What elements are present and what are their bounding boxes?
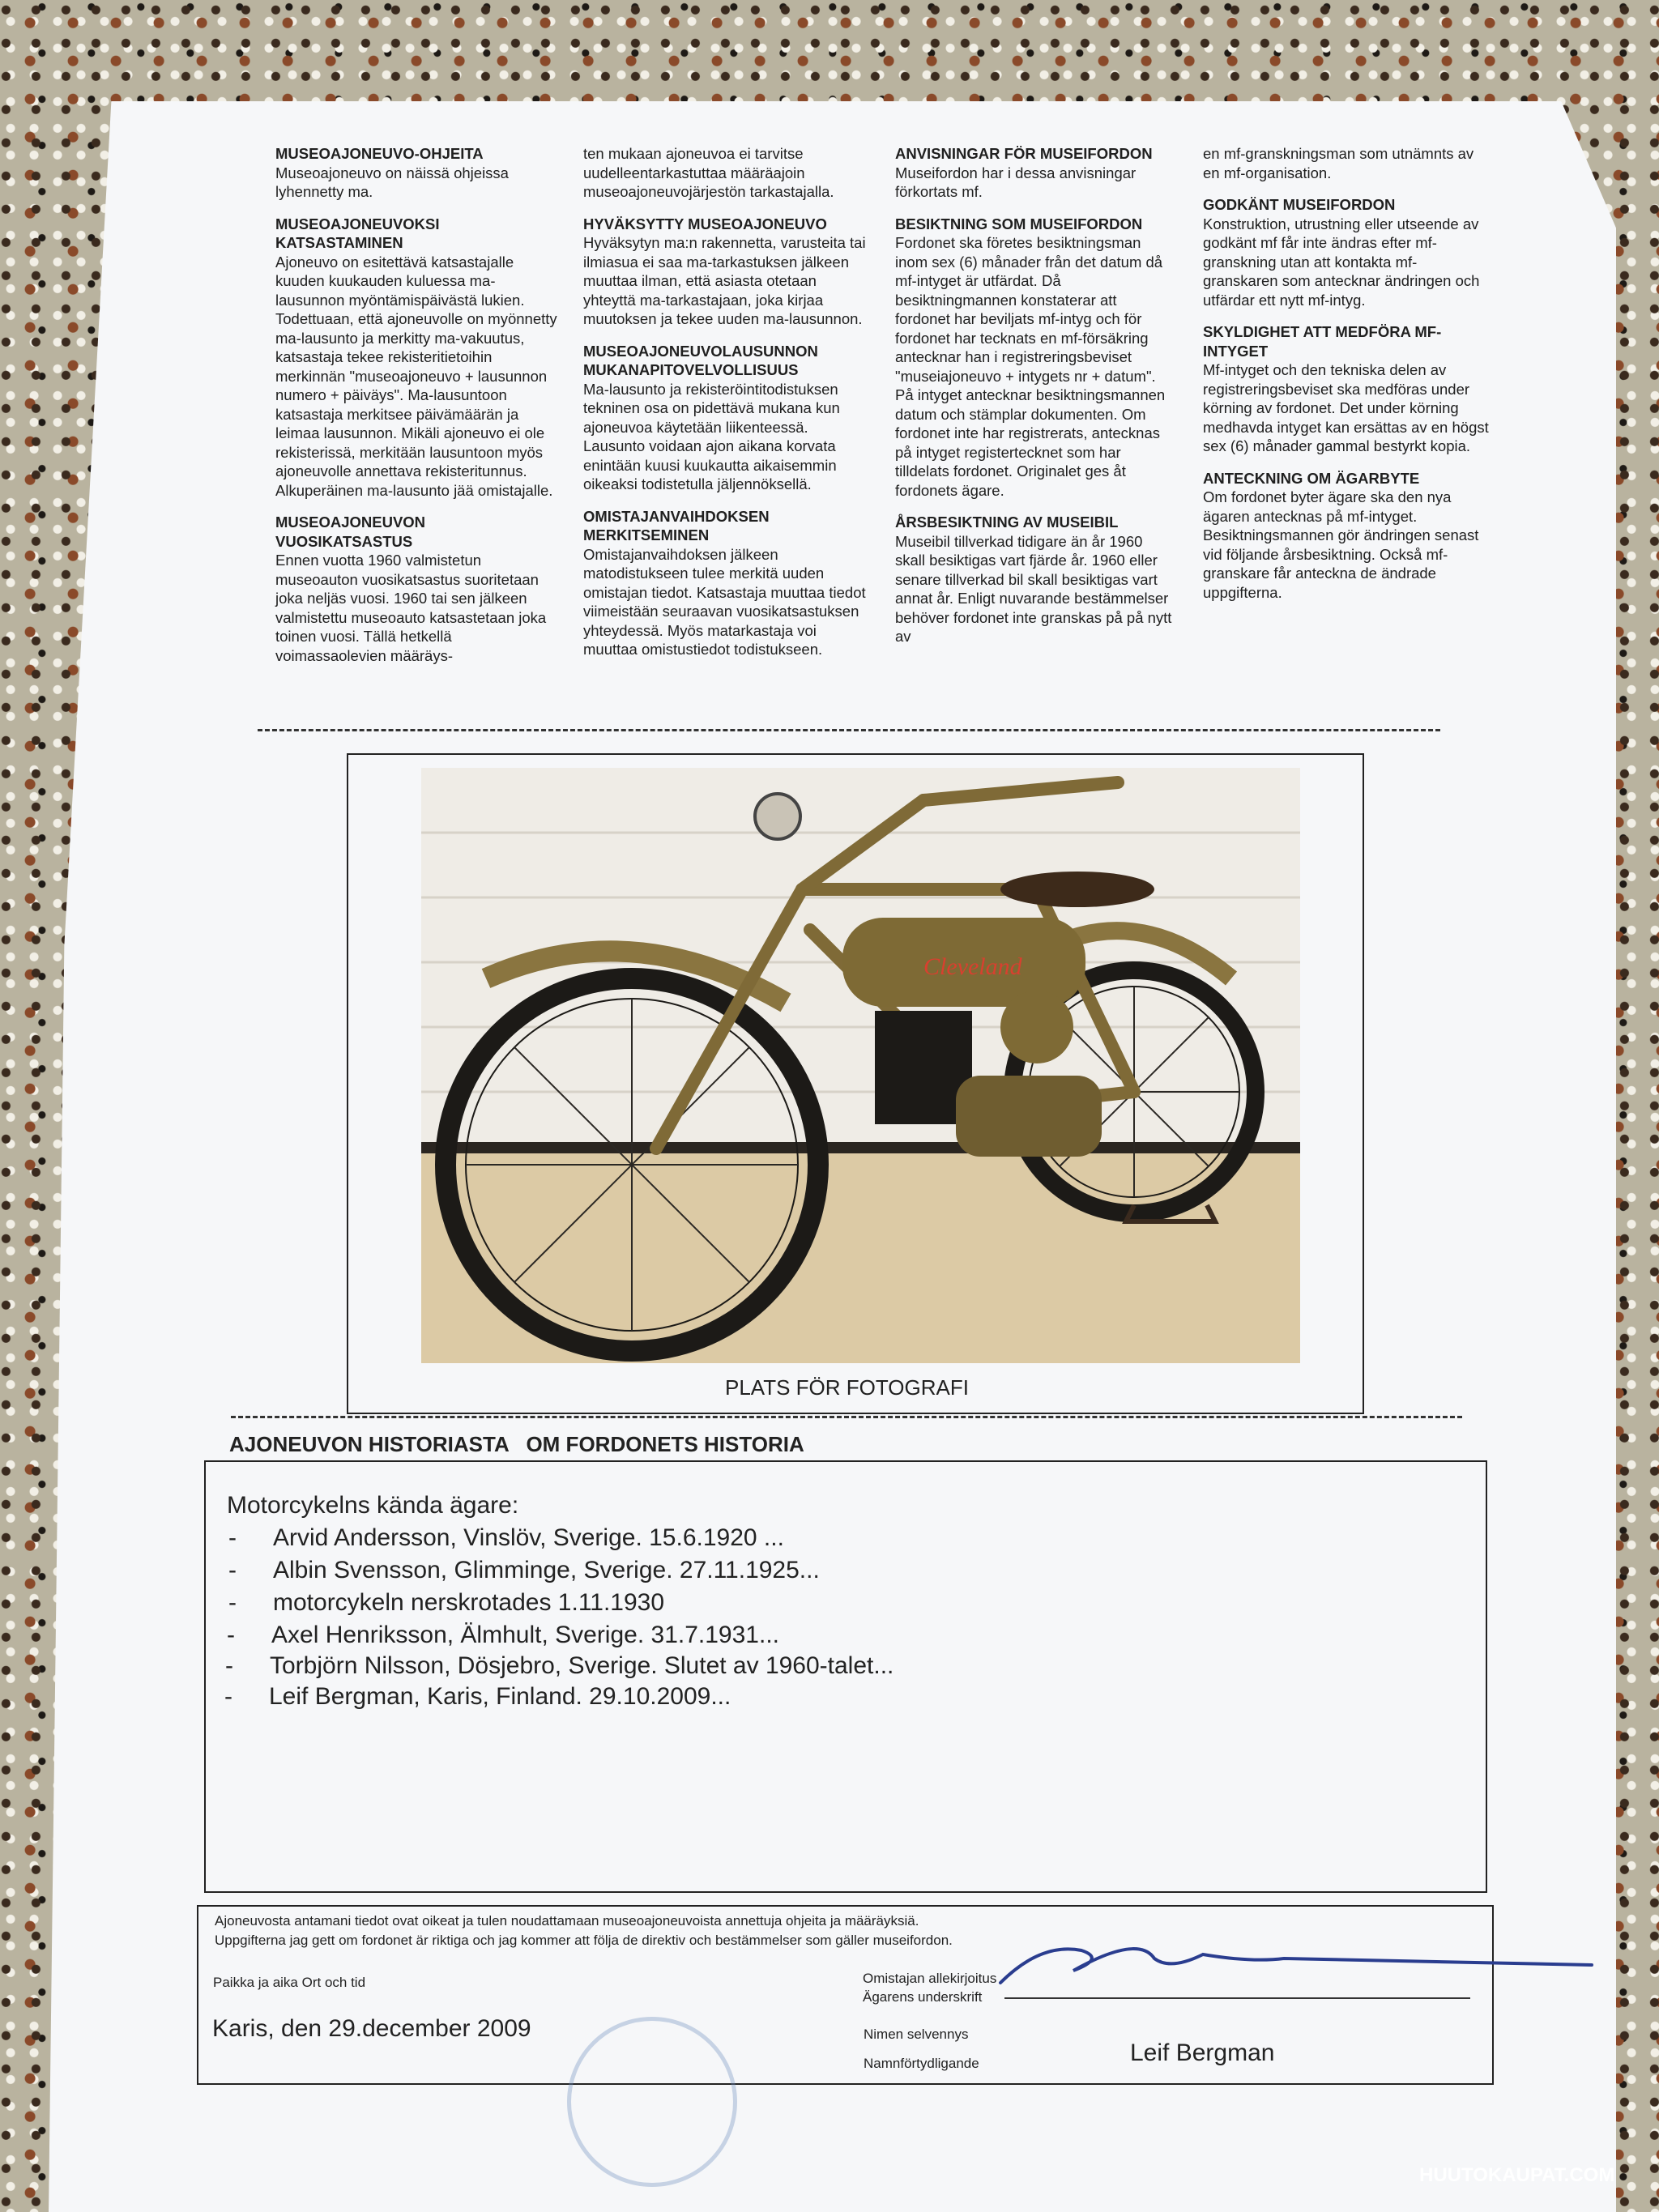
faded-stamp bbox=[567, 2017, 737, 2187]
section-heading: MUSEOAJONEUVO-OHJEITA bbox=[275, 145, 484, 162]
section-heading: MUSEOAJONEUVOKSI KATSASTAMINEN bbox=[275, 215, 440, 251]
owner-item: - Leif Bergman, Karis, Finland. 29.10.2009... bbox=[224, 1683, 731, 1710]
declaration-line-sv: Uppgifterna jag gett om fordonet är riktiga och jag kommer att följa de direktiv och bestämmelser som gäller museifordon. bbox=[215, 1933, 953, 1948]
name-label-sv: Namnförtydligande bbox=[864, 2056, 979, 2071]
section-heading: MUSEOAJONEUVOLAUSUNNON MUKANAPITOVELVOLLISUUS bbox=[583, 342, 818, 378]
section-heading: ANTECKNING OM ÄGARBYTE bbox=[1203, 469, 1420, 487]
section-text: en mf-granskningsman som utnämnts av en mf-organisation. bbox=[1203, 145, 1474, 181]
owner-text: Torbjörn Nilsson, Dösjebro, Sverige. Slutet av 1960-talet... bbox=[270, 1652, 894, 1679]
signature-label-sv: Ägarens underskrift bbox=[863, 1989, 983, 2005]
watermark-logo: HUUTOKAUPAT.COM bbox=[1419, 2164, 1615, 2186]
photo-caption: PLATS FÖR FOTOGRAFI bbox=[725, 1375, 969, 1400]
owner-text: Albin Svensson, Glimminge, Sverige. 27.11.1925... bbox=[273, 1557, 820, 1583]
owner-item: - Albin Svensson, Glimminge, Sverige. 27.11.1925... bbox=[228, 1557, 820, 1583]
owner-text: motorcykeln nerskrotades 1.11.1930 bbox=[273, 1589, 665, 1616]
divider-bottom bbox=[231, 1416, 1462, 1418]
owner-text: Leif Bergman, Karis, Finland. 29.10.2009... bbox=[269, 1683, 731, 1710]
owner-item: - Torbjörn Nilsson, Dösjebro, Sverige. Slutet av 1960-talet... bbox=[225, 1652, 894, 1679]
owner-item: - motorcykeln nerskrotades 1.11.1930 bbox=[228, 1589, 665, 1616]
section-text: Hyväksytyn ma:n rakennetta, varusteita tai ilmiasua ei saa ma-tarkastuksen jälkeen muuttaa ilman, että asiasta otetaan yhteyttä ma-tarkastajaan, joka kirjaa muutoksen ja tekee uuden ma-lausunnon. bbox=[583, 234, 866, 327]
section-text: ten mukaan ajoneuvoa ei tarvitse uudelleentarkastuttaa määräajoin museoajoneuvojärjestön tarkastajalla. bbox=[583, 145, 834, 200]
owner-text: Arvid Andersson, Vinslöv, Sverige. 15.6.1920 ... bbox=[273, 1524, 784, 1551]
signature-label-fi: Omistajan allekirjoitus bbox=[863, 1971, 997, 1986]
instructions-column-3 bbox=[895, 144, 1175, 646]
instructions-column-2 bbox=[583, 144, 871, 659]
section-text: Museoajoneuvo on näissä ohjeissa lyhennetty ma. bbox=[275, 164, 509, 200]
place-value: Karis, den 29.december 2009 bbox=[212, 2015, 531, 2042]
owner-item: - Arvid Andersson, Vinslöv, Sverige. 15.6.1920 ... bbox=[228, 1524, 784, 1551]
section-heading: SKYLDIGHET ATT MEDFÖRA MF-INTYGET bbox=[1203, 323, 1442, 360]
owner-text: Axel Henriksson, Älmhult, Sverige. 31.7.1931... bbox=[271, 1622, 779, 1648]
declaration-line-fi: Ajoneuvosta antamani tiedot ovat oikeat ja tulen noudattamaan museoajoneuvoista annettuja ohjeita ja määräyksiä. bbox=[215, 1913, 919, 1929]
section-text: Fordonet ska företes besiktningsman inom sex (6) månader från det datum då mf-intyget är utfärdat. Då besiktningmannen konstaterar att fordonet har beviljats mf-intyg och för fordonet har tecknats en mf-försäkring antecknar han i registreringsbeviset "museiajoneuvo + intygets nr + datum". På intyget antecknar besiktningsmannen datum och stämplar dokumenten. Om fordonet inte har registrerats, antecknas på intyget registertecknet som har tilldelats fordonet. Originalet ges åt fordonets ägare. bbox=[895, 234, 1166, 499]
section-text: Ajoneuvo on esitettävä katsastajalle kuuden kuukauden kuluessa ma-lausunnon myöntämispäivästä lukien. Todettuaan, että ajoneuvolle on myönnetty ma-lausunto ja merkitty ma-vakuutus, katsastaja tekee rekisteritietoihin merkinnän "museoajoneuvo + lausunnon numero + päiväys". Ma-lausuntoon katsastaja merkitsee päivämäärän ja leimaa lausunnon. Mikäli ajoneuvo ei ole rekisterissä, merkitään lausuntoon myös ajoneuvolle annettava rekisteritunnus. Alkuperäinen ma-lausunto jää omistajalle. bbox=[275, 253, 557, 499]
handwritten-signature bbox=[992, 1926, 1600, 1999]
section-heading: ÅRSBESIKTNING AV MUSEIBIL bbox=[895, 514, 1119, 531]
section-text: Ma-lausunto ja rekisteröintitodistuksen tekninen osa on pidettävä mukana kun ajoneuvoa käytetään liikenteessä. Lausunto voidaan ajon aikana korvata enintään kuusi kuukautta aikaisemmin oikeaksi todistetulla jäljennöksellä. bbox=[583, 380, 840, 492]
instructions-column-4 bbox=[1203, 144, 1491, 602]
section-text: Konstruktion, utrustning eller utseende av godkänt mf får inte ändras efter mf-granskning utan att kontakta mf-granskaren som antecknar ändringen och utfärdar ett nytt mf-intyg. bbox=[1203, 215, 1480, 309]
section-text: Ennen vuotta 1960 valmistetun museoauton vuosikatsastus suoritetaan joka neljäs vuosi. 1960 tai sen jälkeen valmistettu museoauto katsastetaan joka toinen vuosi. Tällä hetkellä voimassaolevien määräys- bbox=[275, 552, 547, 664]
section-heading: OMISTAJANVAIHDOKSEN MERKITSEMINEN bbox=[583, 507, 770, 543]
tank-text: Cleveland bbox=[923, 953, 1022, 980]
history-title: AJONEUVON HISTORIASTA OM FORDONETS HISTORIA bbox=[229, 1432, 804, 1456]
motorcycle-photo bbox=[421, 768, 1300, 1363]
section-text: Mf-intyget och den tekniska delen av registreringsbeviset ska medföras under körning av fordonet. Det under körning medhavda intyget kan ersättas av en högst sex (6) månader gammal bestyrkt kopia. bbox=[1203, 361, 1489, 454]
section-heading: HYVÄKSYTTY MUSEOAJONEUVO bbox=[583, 215, 827, 232]
motorcycle-illustration bbox=[421, 768, 1300, 1363]
owners-title: Motorcykelns kända ägare: bbox=[227, 1492, 519, 1519]
section-heading: MUSEOAJONEUVON VUOSIKATSASTUS bbox=[275, 514, 426, 550]
section-text: Museifordon har i dessa anvisningar förkortats mf. bbox=[895, 164, 1137, 200]
instructions-column-1 bbox=[275, 144, 563, 665]
name-label-fi: Nimen selvennys bbox=[864, 2027, 969, 2042]
section-text: Om fordonet byter ägare ska den nya ägaren antecknas på mf-intyget. Besiktningsmannen gör ändringen senast vid följande årsbesiktning. Också mf-granskare får anteckna de ändrade uppgifterna. bbox=[1203, 488, 1479, 601]
section-text: Omistajanvaihdoksen jälkeen matodistukseen tulee merkitä uuden omistajan tiedot. Katsastaja muuttaa tiedot viimeistään seuraavan vuosikatsastuksen yhteydessä. Myös matarkastaja voi muuttaa omistustiedot todistukseen. bbox=[583, 545, 866, 658]
place-label: Paikka ja aika Ort och tid bbox=[213, 1975, 366, 1990]
name-value: Leif Bergman bbox=[1130, 2039, 1275, 2066]
owner-item: - Axel Henriksson, Älmhult, Sverige. 31.7.1931... bbox=[227, 1622, 779, 1648]
section-text: Museibil tillverkad tidigare än år 1960 skall besiktigas vart fjärde år. 1960 eller senare tillverkad bil skall besiktigas vart annat år. Enligt nuvarande bestämmelser behöver fordonet inte granskas på på nytt av bbox=[895, 532, 1172, 645]
divider-top bbox=[258, 729, 1440, 731]
section-heading: BESIKTNING SOM MUSEIFORDON bbox=[895, 215, 1143, 232]
section-heading: ANVISNINGAR FÖR MUSEIFORDON bbox=[895, 145, 1153, 162]
section-heading: GODKÄNT MUSEIFORDON bbox=[1203, 196, 1396, 213]
